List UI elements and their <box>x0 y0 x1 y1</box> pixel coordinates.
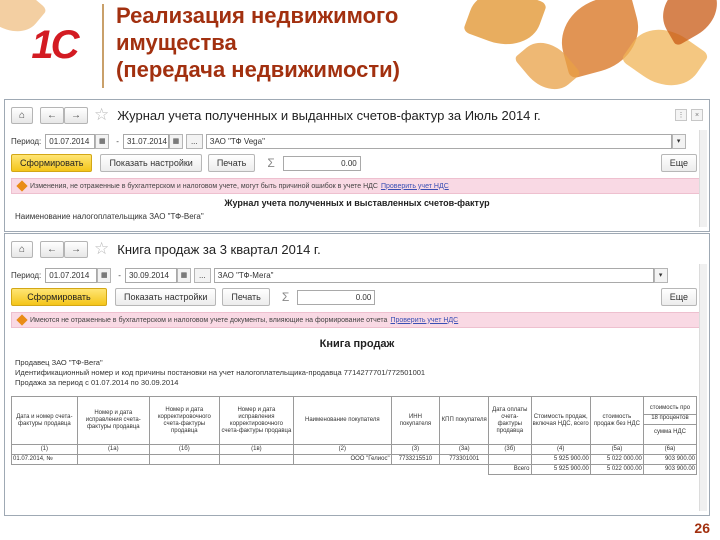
inn-line: Идентификационный номер и код причины постановки на учет налогоплательщика-продавца 7714277701/772501001 <box>15 368 426 377</box>
info-link[interactable]: Проверить учет НДС <box>390 316 459 324</box>
book-title: Книга продаж за 3 квартал 2014 г. <box>117 241 321 257</box>
column-header: Номер и дата исправления корректировочного счета-фактуры продавца <box>219 397 293 445</box>
date-from-field[interactable]: 01.07.2014 <box>45 268 97 283</box>
star-icon[interactable]: ☆ <box>94 239 110 258</box>
column-number: (5а) <box>590 445 643 455</box>
generate-button[interactable]: Сформировать <box>11 288 107 306</box>
sigma-icon: Σ <box>281 290 290 304</box>
group-header: 18 процентов <box>644 415 696 425</box>
sum-field[interactable]: 0.00 <box>297 290 375 305</box>
info-bar <box>11 178 703 194</box>
slide-title <box>116 2 536 83</box>
period-select-button[interactable]: ... <box>194 268 211 283</box>
book-params: Период: 01.07.2014 ▦ - 30.09.2014 ▦ ... ЗАО "ТФ-Мега" ▾ <box>5 264 709 286</box>
table-cell: ООО "Гелиос" <box>294 455 392 465</box>
column-number: (1) <box>12 445 78 455</box>
arrow-right-icon[interactable]: → <box>64 107 88 124</box>
arrow-left-icon[interactable]: ← <box>40 241 64 258</box>
column-number: (1б) <box>149 445 219 455</box>
table-cell: 903 900.00 <box>643 455 696 465</box>
slide-title-line: имущества <box>116 30 237 55</box>
date-from-field[interactable]: 01.07.2014 <box>45 134 95 149</box>
date-to-field[interactable]: 31.07.2014 <box>123 134 169 149</box>
total-cell: 903 900.00 <box>643 465 696 475</box>
show-settings-button[interactable]: Показать настройки <box>100 154 201 172</box>
column-number: (3а) <box>440 445 489 455</box>
scrollbar[interactable] <box>699 130 707 227</box>
info-text: Имеются не отраженные в бухгалтерском и налоговом учете документы, влияющие на формирование отчета <box>30 316 388 324</box>
top-header: стоимость про <box>644 405 696 415</box>
table-cell <box>219 455 293 465</box>
journal-title: Журнал учета полученных и выданных счетов-фактур за Июль 2014 г. <box>117 107 541 123</box>
calendar-icon[interactable]: ▦ <box>169 134 183 149</box>
column-header: Наименование покупателя <box>294 397 392 445</box>
journal-titlebar <box>5 100 709 130</box>
column-number: (3) <box>391 445 440 455</box>
column-header <box>643 397 696 445</box>
report-title: Книга продаж <box>319 338 395 350</box>
scrollbar[interactable] <box>699 264 707 511</box>
sigma-icon: Σ <box>267 156 275 170</box>
table-cell: 5 925 900.00 <box>531 455 590 465</box>
home-icon[interactable]: ⌂ <box>11 241 33 258</box>
arrow-right-icon[interactable]: → <box>64 241 88 258</box>
column-header-label: сумма НДС <box>653 429 686 435</box>
period-label: Период: <box>11 270 42 280</box>
home-icon[interactable]: ⌂ <box>11 107 33 124</box>
report-area <box>5 338 709 475</box>
sum-field[interactable]: 0.00 <box>283 156 361 171</box>
generate-button[interactable]: Сформировать <box>11 154 92 172</box>
table-row[interactable] <box>12 455 697 465</box>
logo-text: 1С <box>31 22 77 67</box>
calendar-icon[interactable]: ▦ <box>97 268 111 283</box>
nav-arrows <box>40 107 88 124</box>
sales-book-table <box>11 396 697 475</box>
column-header: стоимость продаж без НДС <box>590 397 643 445</box>
book-toolbar <box>5 286 709 308</box>
seller-line: Продавец ЗАО "ТФ-Вега" <box>15 358 103 367</box>
column-header: Дата оплаты счета-фактуры продавца <box>489 397 531 445</box>
show-settings-button[interactable]: Показать настройки <box>115 288 216 306</box>
table-header-row <box>12 397 697 445</box>
total-label: Всего <box>489 465 531 475</box>
table-cell <box>149 455 219 465</box>
slide-title-line: (передача недвижимости) <box>116 57 400 82</box>
table-cell: 773301001 <box>440 455 489 465</box>
table-cell: 01.07.2014, № <box>12 455 78 465</box>
print-button[interactable]: Печать <box>208 154 255 172</box>
table-cell: 5 022 000.00 <box>590 455 643 465</box>
period-line: Продажа за период с 01.07.2014 по 30.09.2014 <box>15 378 179 387</box>
info-link[interactable]: Проверить учет НДС <box>380 182 449 190</box>
column-header: КПП покупателя <box>440 397 489 445</box>
journal-params: Период: 01.07.2014 ▦ - 31.07.2014 ▦ ... ЗАО "ТФ Vega" ▾ <box>5 130 709 152</box>
column-number-row <box>12 445 697 455</box>
column-number: (6а) <box>643 445 696 455</box>
total-row <box>12 465 697 475</box>
date-to-field[interactable]: 30.09.2014 <box>125 268 177 283</box>
table-cell <box>77 455 149 465</box>
link-icon[interactable]: ⋮ <box>675 109 687 121</box>
column-header: ИНН покупателя <box>391 397 440 445</box>
table-cell <box>489 455 531 465</box>
column-header: Номер и дата корректировочного счета-фактуры продавца <box>149 397 219 445</box>
title-divider <box>102 4 104 88</box>
window-controls <box>675 109 703 121</box>
chevron-down-icon[interactable]: ▾ <box>672 134 686 149</box>
column-number: (1в) <box>219 445 293 455</box>
book-titlebar <box>5 234 709 264</box>
column-number: (3б) <box>489 445 531 455</box>
print-button[interactable]: Печать <box>222 288 269 306</box>
more-button[interactable]: Еще <box>661 288 697 306</box>
report-title: Журнал учета полученных и выставленных счетов-фактур <box>224 198 490 208</box>
calendar-icon[interactable]: ▦ <box>177 268 191 283</box>
column-number: (4) <box>531 445 590 455</box>
journal-window <box>4 99 710 232</box>
info-bar <box>11 312 703 328</box>
slide-title-line: Реализация недвижимого <box>116 3 399 28</box>
column-header: Номер и дата исправления счета-фактуры продавца <box>77 397 149 445</box>
info-text: Изменения, не отраженные в бухгалтерском и налоговом учете, могут быть причиной ошибок в учете НДС <box>30 182 378 190</box>
warning-icon <box>16 314 27 325</box>
report-line: Наименование налогоплательщика ЗАО "ТФ-Вега" <box>15 212 204 221</box>
column-header: Дата и номер счета-фактуры продавца <box>12 397 78 445</box>
organization-field[interactable]: ЗАО "ТФ Vega" <box>206 134 672 149</box>
warning-icon <box>16 180 27 191</box>
table-cell: 7733215510 <box>391 455 440 465</box>
chevron-down-icon[interactable]: ▾ <box>654 268 668 283</box>
column-number: (1а) <box>77 445 149 455</box>
more-button[interactable]: Еще <box>661 154 697 172</box>
organization-field[interactable]: ЗАО "ТФ-Мега" <box>214 268 654 283</box>
period-select-button[interactable]: ... <box>186 134 203 149</box>
total-cell: 5 925 900.00 <box>531 465 590 475</box>
arrow-left-icon[interactable]: ← <box>40 107 64 124</box>
column-header: Стоимость продаж, включая НДС, всего <box>531 397 590 445</box>
star-icon[interactable]: ☆ <box>94 105 110 124</box>
column-number: (2) <box>294 445 392 455</box>
nav-arrows <box>40 241 88 258</box>
close-icon[interactable]: × <box>691 109 703 121</box>
journal-toolbar <box>5 152 709 174</box>
period-label: Период: <box>11 136 42 146</box>
calendar-icon[interactable]: ▦ <box>95 134 109 149</box>
total-cell: 5 022 000.00 <box>590 465 643 475</box>
slide-header <box>0 0 720 95</box>
1c-logo <box>24 24 84 66</box>
sales-book-window <box>4 233 710 516</box>
page-number: 26 <box>694 520 710 536</box>
